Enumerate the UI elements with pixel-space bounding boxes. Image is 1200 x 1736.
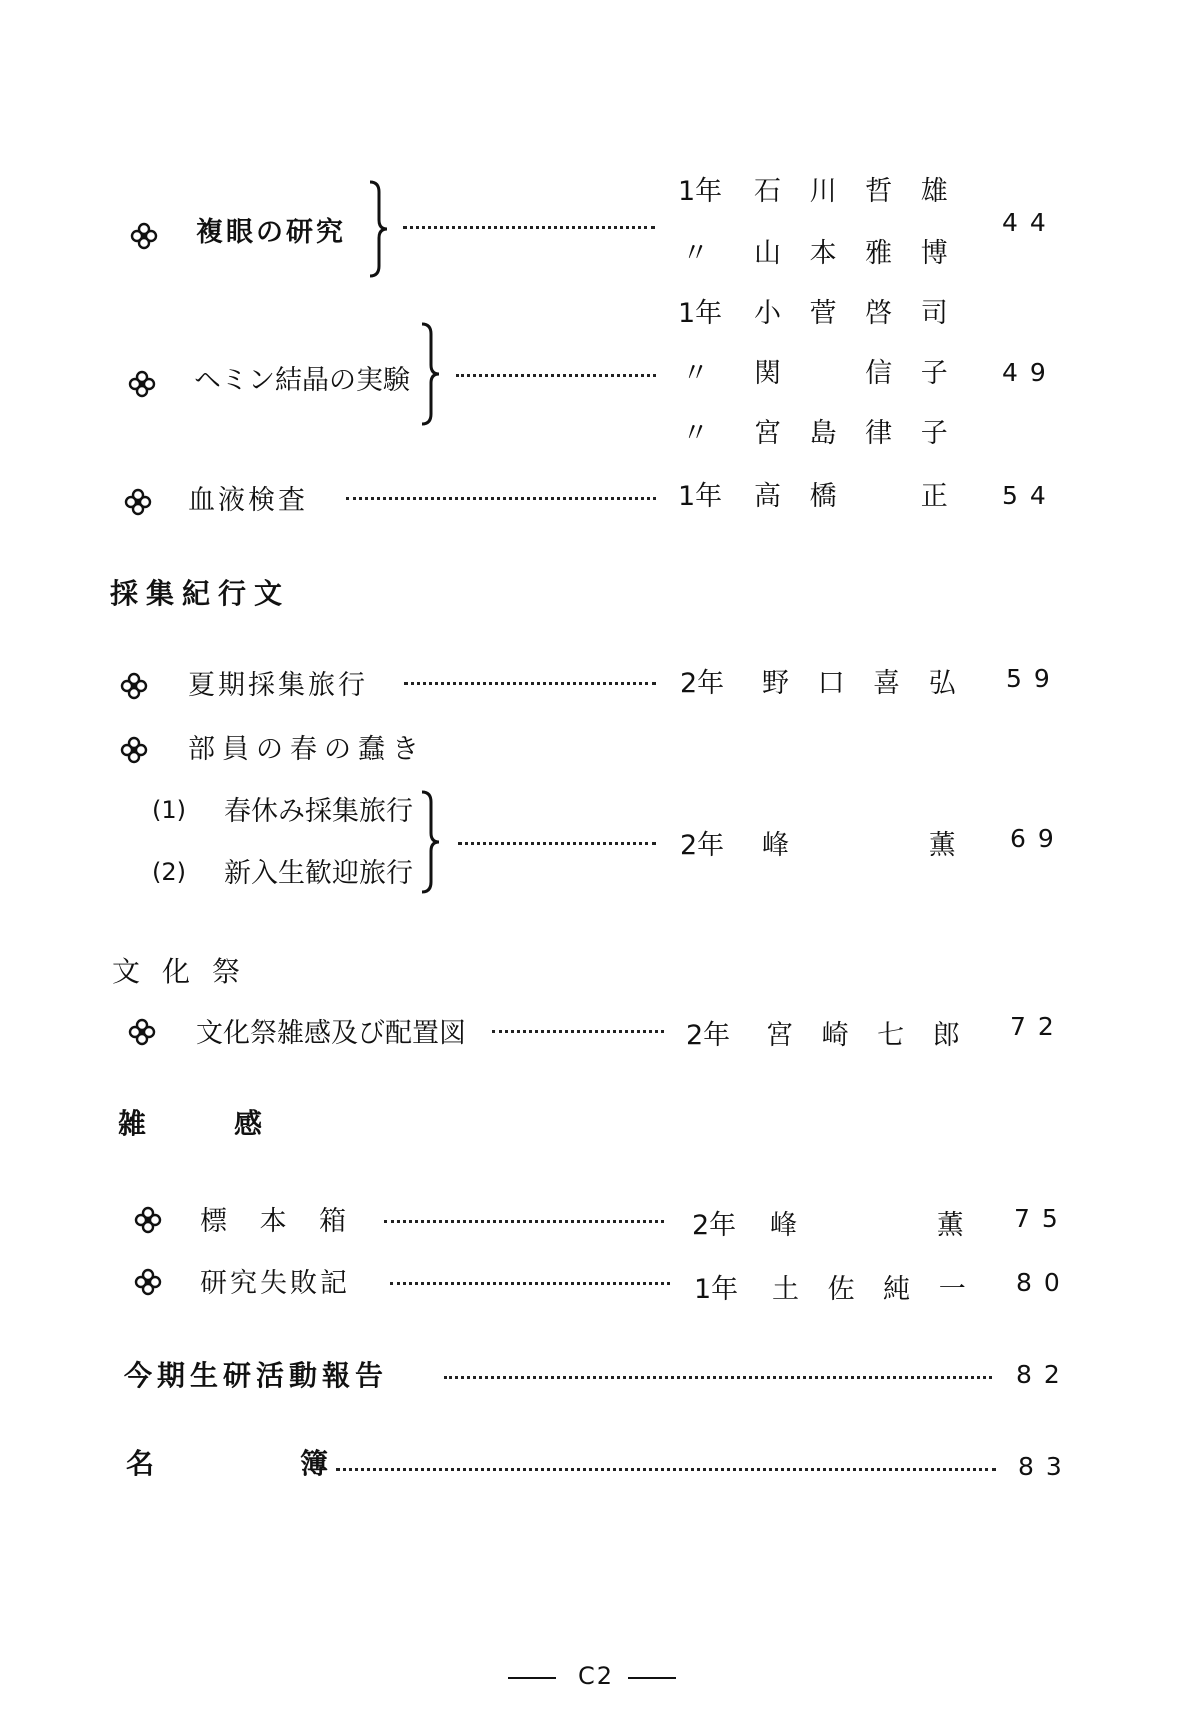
section-heading: 採集紀行文: [110, 577, 291, 610]
page-number: 80: [1016, 1268, 1072, 1297]
page-number: 44: [1002, 208, 1058, 237]
ditto-mark: 〃: [682, 418, 709, 449]
leader-dots: [384, 1220, 664, 1223]
section-heading: 名 簿: [126, 1447, 359, 1480]
sub-title: 新入生歓迎旅行: [224, 858, 413, 889]
author-name: 宮 崎 七 郎: [766, 1020, 970, 1051]
entry-title: 血液検査: [188, 485, 308, 516]
entry-title: 標 本 箱: [200, 1206, 359, 1237]
right-brace: [418, 322, 442, 426]
flower-bullet-icon: [130, 222, 158, 250]
flower-bullet-icon: [134, 1206, 162, 1234]
entry-title: 研究失敗記: [200, 1268, 350, 1299]
author-grade: 2年: [680, 668, 725, 699]
page-number: 49: [1002, 358, 1058, 387]
sub-title: 春休み採集旅行: [224, 796, 413, 827]
author-name: 峰 薫: [762, 830, 966, 861]
page-number: 82: [1016, 1360, 1072, 1389]
author-name: 土 佐 純 一: [772, 1274, 976, 1305]
author-name: 小 菅 啓 司: [754, 298, 958, 329]
right-brace: [418, 790, 442, 894]
leader-dots: [346, 497, 656, 500]
author-grade: 2年: [686, 1020, 731, 1051]
entry-title: 複眼の研究: [196, 217, 346, 248]
flower-bullet-icon: [120, 672, 148, 700]
author-name: 山 本 雅 博: [754, 238, 958, 269]
leader-dots: [492, 1030, 664, 1033]
footer-rule-left: [508, 1677, 556, 1679]
author-grade: 2年: [680, 830, 725, 861]
page-number: 59: [1006, 664, 1062, 693]
section-heading: 今期生研活動報告: [124, 1359, 389, 1392]
footer-page-number: C2: [578, 1662, 615, 1690]
entry-title: 文化祭雑感及び配置図: [196, 1018, 466, 1049]
page-number: 83: [1018, 1452, 1074, 1481]
author-grade: 1年: [678, 298, 723, 329]
page-number: 69: [1010, 824, 1066, 853]
author-grade: 1年: [678, 176, 723, 207]
author-name: 峰 薫: [770, 1210, 974, 1241]
page-number: 72: [1010, 1012, 1066, 1041]
flower-bullet-icon: [128, 370, 156, 398]
ditto-mark: 〃: [682, 238, 709, 269]
flower-bullet-icon: [134, 1268, 162, 1296]
leader-dots: [458, 842, 656, 845]
leader-dots: [456, 374, 656, 377]
author-grade: 1年: [678, 481, 723, 512]
flower-bullet-icon: [128, 1018, 156, 1046]
leader-dots: [444, 1376, 992, 1379]
author-name: 関 信 子: [754, 358, 958, 389]
author-name: 高 橋 正: [754, 481, 958, 512]
author-name: 宮 島 律 子: [754, 418, 958, 449]
ditto-mark: 〃: [682, 358, 709, 389]
section-heading: 文化祭: [112, 955, 263, 988]
entry-title: 部員の春の蠢き: [188, 734, 426, 765]
flower-bullet-icon: [124, 488, 152, 516]
author-grade: 1年: [694, 1274, 739, 1305]
leader-dots: [403, 226, 655, 229]
right-brace: [366, 180, 390, 278]
section-heading: 雑 感: [118, 1107, 293, 1140]
page-number: 75: [1014, 1204, 1070, 1233]
leader-dots: [404, 682, 656, 685]
sub-number: (2): [152, 858, 186, 886]
footer-rule-right: [628, 1677, 676, 1679]
flower-bullet-icon: [120, 736, 148, 764]
entry-title: 夏期採集旅行: [188, 670, 368, 701]
sub-number: (1): [152, 796, 186, 824]
author-grade: 2年: [692, 1210, 737, 1241]
page-number: 54: [1002, 481, 1058, 510]
leader-dots: [336, 1468, 996, 1471]
entry-title: ヘミン結晶の実験: [194, 365, 410, 396]
author-name: 野 口 喜 弘: [762, 668, 966, 699]
leader-dots: [390, 1282, 670, 1285]
author-name: 石 川 哲 雄: [754, 176, 958, 207]
